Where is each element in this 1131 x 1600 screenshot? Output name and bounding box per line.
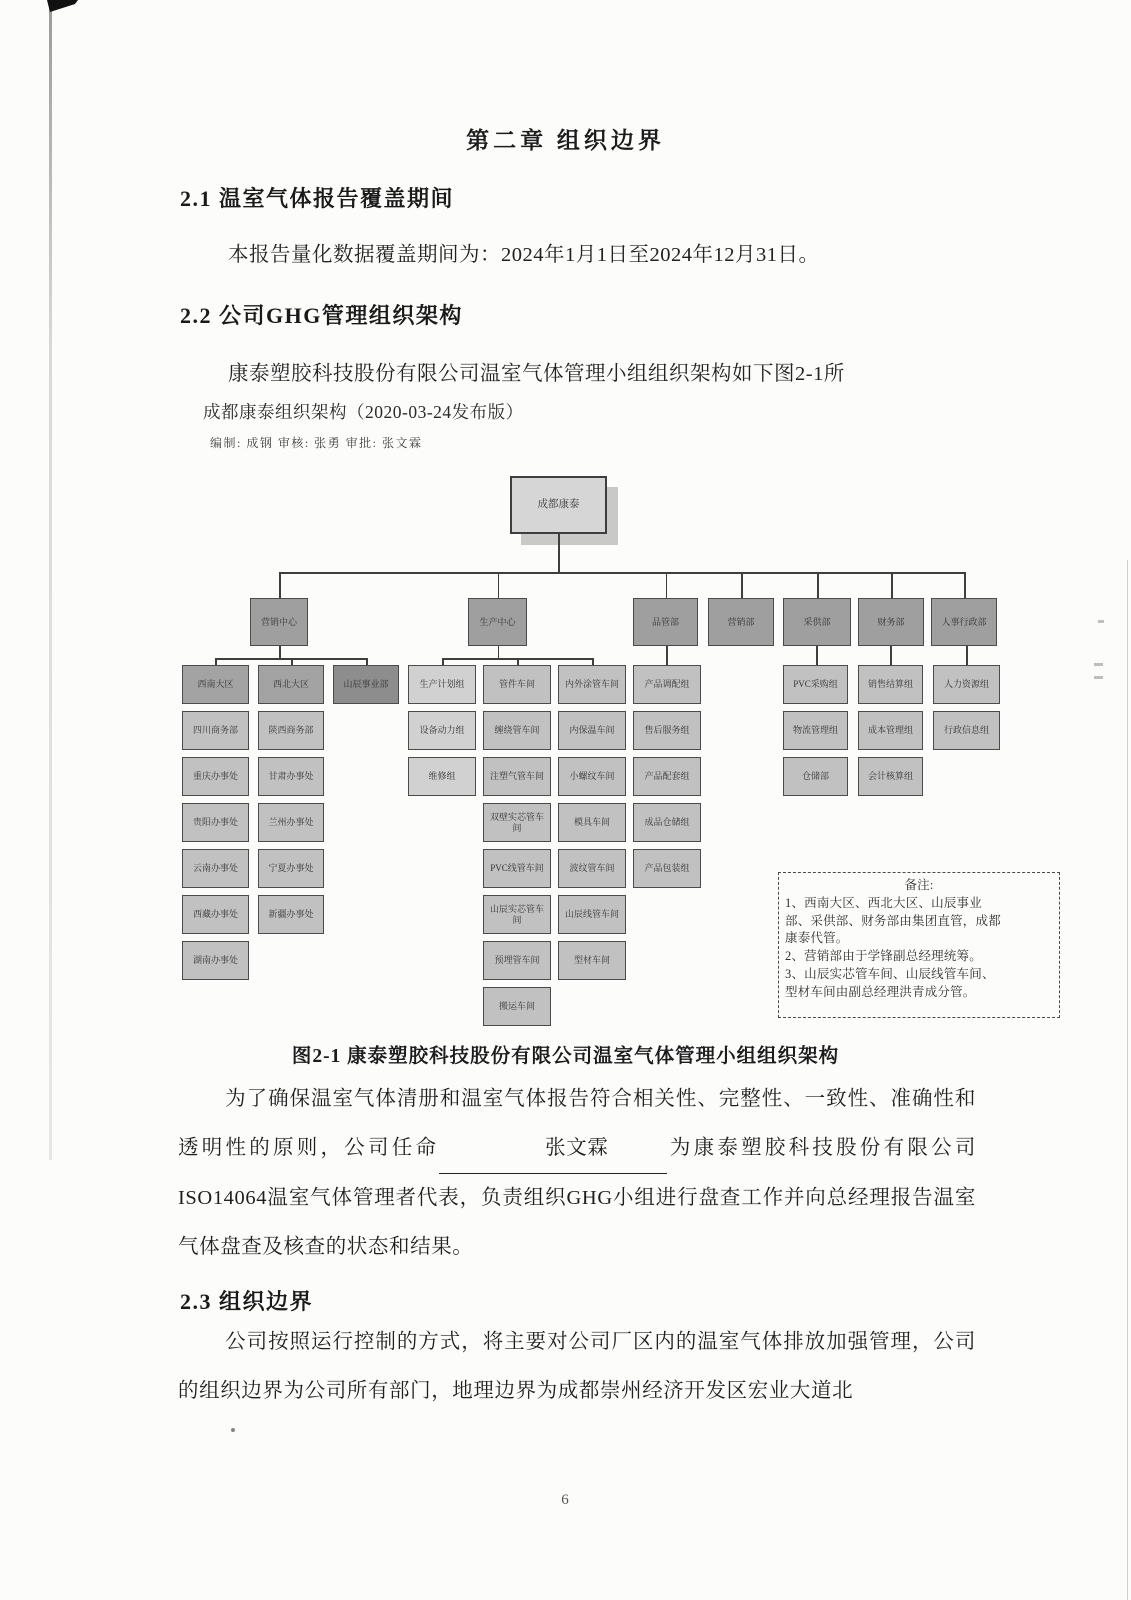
section-2-1-heading: 2.1 温室气体报告覆盖期间 [180, 186, 455, 211]
org-box: 管件车间 [483, 665, 551, 704]
page-number: 6 [561, 1492, 570, 1508]
section-2-3-body: 公司按照运行控制的方式，将主要对公司厂区内的温室气体排放加强管理，公司的组织边界为公司所有部门，地理边界为成都崇州经济开发区宏业大道北 [178, 1331, 976, 1402]
section-2-2-heading: 2.2 公司GHG管理组织架构 [180, 303, 463, 328]
figure-caption: 图2-1 康泰塑胶科技股份有限公司温室气体管理小组组织架构 [291, 1046, 840, 1067]
org-box: PVC线管车间 [483, 849, 551, 888]
org-box: 山辰事业部 [333, 665, 399, 704]
org-box: 物流管理组 [783, 711, 848, 750]
org-box: 山辰实芯管车间 [483, 895, 551, 934]
org-chart-note-line: 康泰代管。 [785, 931, 849, 946]
org-box: 模具车间 [558, 803, 626, 842]
appointment-paragraph [178, 1075, 976, 1272]
org-box: 生产中心 [468, 598, 527, 646]
org-box: 售后服务组 [633, 711, 701, 750]
org-connector [215, 658, 217, 665]
org-box: 波纹管车间 [558, 849, 626, 888]
org-chart-meta: 编制: 成钢 审核: 张勇 审批: 张文霖 [210, 436, 423, 450]
org-connector [891, 572, 893, 598]
org-box: 行政信息组 [933, 711, 1000, 750]
section-2-1-body: 本报告量化数据覆盖期间为：2024年1月1日至2024年12月31日。 [228, 244, 820, 266]
org-box: 仓储部 [783, 757, 848, 796]
org-box: 内保温车间 [558, 711, 626, 750]
org-box: 预埋管车间 [483, 941, 551, 980]
org-box: 采供部 [783, 598, 851, 646]
paragraph-text-after: 为康泰塑胶科技股份有限公司ISO14064温室气体管理者代表，负责组织GHG小组进行盘查工作并向总经理报告温室气体盘查及核查的状态和结果。 [178, 1137, 976, 1258]
org-chart-title: 成都康泰组织架构（2020-03-24发布版） [203, 402, 524, 422]
org-box: 营销部 [708, 598, 774, 646]
org-box: 宁夏办事处 [258, 849, 324, 888]
org-connector [890, 646, 892, 665]
org-connector [279, 646, 281, 658]
org-chart-note-line: 2、营销部由于学锋副总经理统筹。 [785, 949, 982, 963]
org-connector [666, 646, 668, 665]
org-connector [366, 658, 368, 665]
org-chart-notes-box [778, 872, 1060, 1018]
org-box: 维修组 [408, 757, 476, 796]
org-connector [592, 658, 594, 665]
org-box: 兰州办事处 [258, 803, 324, 842]
org-chart-note-line: 备注: [904, 878, 934, 892]
org-chart-note-line: 部、采供部、财务部由集团直管，成都 [785, 913, 1001, 928]
org-box: 西北大区 [258, 665, 324, 704]
org-box: 西南大区 [182, 665, 249, 704]
org-box: 人力资源组 [933, 665, 1000, 704]
org-box: 会计核算组 [858, 757, 923, 796]
org-box: 四川商务部 [182, 711, 249, 750]
org-box: 产品配套组 [633, 757, 701, 796]
org-box: 成品仓储组 [633, 803, 701, 842]
org-box: 成都康泰 [510, 476, 607, 534]
org-connector [498, 646, 500, 658]
org-connector [279, 572, 965, 574]
org-box: 财务部 [858, 598, 924, 646]
org-box: 西藏办事处 [182, 895, 249, 934]
chapter-title: 第二章 组织边界 [466, 128, 665, 153]
org-box: PVC采购组 [783, 665, 848, 704]
section-2-3-heading: 2.3 组织边界 [180, 1289, 314, 1314]
org-box: 产品调配组 [633, 665, 701, 704]
appointed-name-blank: 张文霖 [439, 1124, 667, 1174]
org-box: 甘肃办事处 [258, 757, 324, 796]
org-connector [498, 572, 500, 598]
org-chart-note-line: 1、西南大区、西北大区、山辰事业 [785, 895, 982, 910]
section-2-2-intro: 康泰塑胶科技股份有限公司温室气体管理小组组织架构如下图2-1所 [228, 363, 845, 385]
org-connector [291, 658, 293, 665]
org-box: 双壁实芯管车间 [483, 803, 551, 842]
org-box: 品管部 [633, 598, 698, 646]
org-connector [741, 572, 743, 598]
org-connector [558, 534, 560, 572]
org-box: 山辰线管车间 [558, 895, 626, 934]
org-box: 搬运车间 [483, 987, 551, 1026]
org-connector [517, 658, 519, 665]
org-box: 贵阳办事处 [182, 803, 249, 842]
org-connector [966, 646, 968, 665]
org-chart-note-line: 3、山辰实芯管车间、山辰线管车间、 [785, 966, 995, 981]
org-box: 型材车间 [558, 941, 626, 980]
org-box: 重庆办事处 [182, 757, 249, 796]
paragraph-text-before: 为了确保温室气体清册和温室气体报告符合相关性、完整性、一致性、准确性和透明性的原则，公司任命 [178, 1088, 976, 1159]
org-box: 内外涂管车间 [558, 665, 626, 704]
org-connector [817, 572, 819, 598]
org-box: 成本管理组 [858, 711, 923, 750]
org-box: 新疆办事处 [258, 895, 324, 934]
org-box: 设备动力组 [408, 711, 476, 750]
org-box: 注塑气管车间 [483, 757, 551, 796]
org-box: 销售结算组 [858, 665, 923, 704]
org-box: 陕西商务部 [258, 711, 324, 750]
org-connector [666, 572, 668, 598]
org-connector [442, 658, 444, 665]
org-box: 产品包装组 [633, 849, 701, 888]
org-connector [964, 572, 966, 598]
org-box: 缠绕管车间 [483, 711, 551, 750]
org-box: 营销中心 [250, 598, 308, 646]
org-box: 生产计划组 [408, 665, 476, 704]
org-connector [279, 572, 281, 598]
org-box: 湖南办事处 [182, 941, 249, 980]
org-box: 云南办事处 [182, 849, 249, 888]
org-box: 人事行政部 [931, 598, 997, 646]
org-connector [816, 646, 818, 665]
org-box: 小螺纹车间 [558, 757, 626, 796]
scan-artifact-dot [231, 1428, 235, 1432]
org-chart-note-line: 型材车间由副总经理洪青成分管。 [785, 984, 976, 999]
